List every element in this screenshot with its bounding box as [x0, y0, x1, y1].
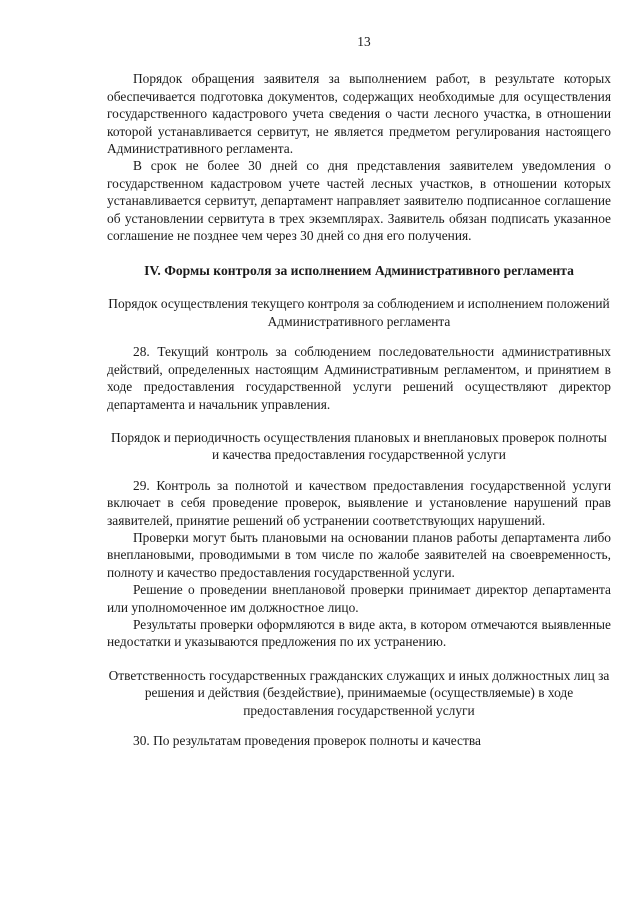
paragraph-unscheduled-decision: Решение о проведении внеплановой проверки принимает директор департамента или уполномоченное им должностное лицо.: [107, 582, 611, 615]
paragraph-request-procedure: Порядок обращения заявителя за выполнением работ, в результате которых обеспечивается подготовка документов, содержащих необходимые для осуществления государственного кадастрового учета сведения о части лесного участка, в отношении которой устанавливается сервитут, не является предметом регулирования настоящего Административного регламента.: [107, 71, 611, 157]
paragraph-30: 30. По результатам проведения проверок полноты и качества: [133, 733, 481, 748]
paragraph-inspection-types: Проверки могут быть плановыми на основании планов работы департамента либо внеплановыми, проводимыми в том числе по жалобе заявителей на своевременность, полноту и качество предоставления государственной услуги.: [107, 529, 611, 580]
page-number: 13: [357, 34, 371, 49]
paragraph-28: 28. Текущий контроль за соблюдением последовательности административных действий, определенных настоящим Административным регламентом, и принятием в ходе предоставления государственной услуги решений осуществляют директор департамента и начальник управления.: [107, 344, 611, 412]
subheading-responsibility: Ответственность государственных гражданских служащих и иных должностных лиц за решения и действия (бездействие), принимаемые (осуществляемые) в ходе предоставления государственной услуги: [108, 667, 610, 718]
paragraph-29: 29. Контроль за полнотой и качеством предоставления государственной услуги включает в себя проведение проверок, выявление и установление нарушений прав заявителей, принятие решений об устранении соответствующих нарушений.: [107, 477, 611, 528]
paragraph-servitude-deadline: В срок не более 30 дней со дня представления заявителем уведомления о государственном кадастровом учете частей лесных участков, в отношении которых устанавливается сервитут, департамент направляет заявителю подписанное соглашение об установлении сервитута в трех экземплярах. Заявитель обязан подписать указанное соглашение не позднее чем через 30 дней со дня его получения.: [107, 158, 611, 244]
subheading-inspections: Порядок и периодичность осуществления плановых и внеплановых проверок полноты и качества предоставления государственной услуги: [111, 429, 607, 463]
paragraph-inspection-results: Результаты проверки оформляются в виде акта, в котором отмечаются выявленные недостатки и указываются предложения по их устранению.: [107, 616, 611, 650]
section-heading: IV. Формы контроля за исполнением Административного регламента: [144, 263, 574, 279]
subheading-current-control: Порядок осуществления текущего контроля за соблюдением и исполнением положений Административного регламента: [108, 296, 610, 329]
